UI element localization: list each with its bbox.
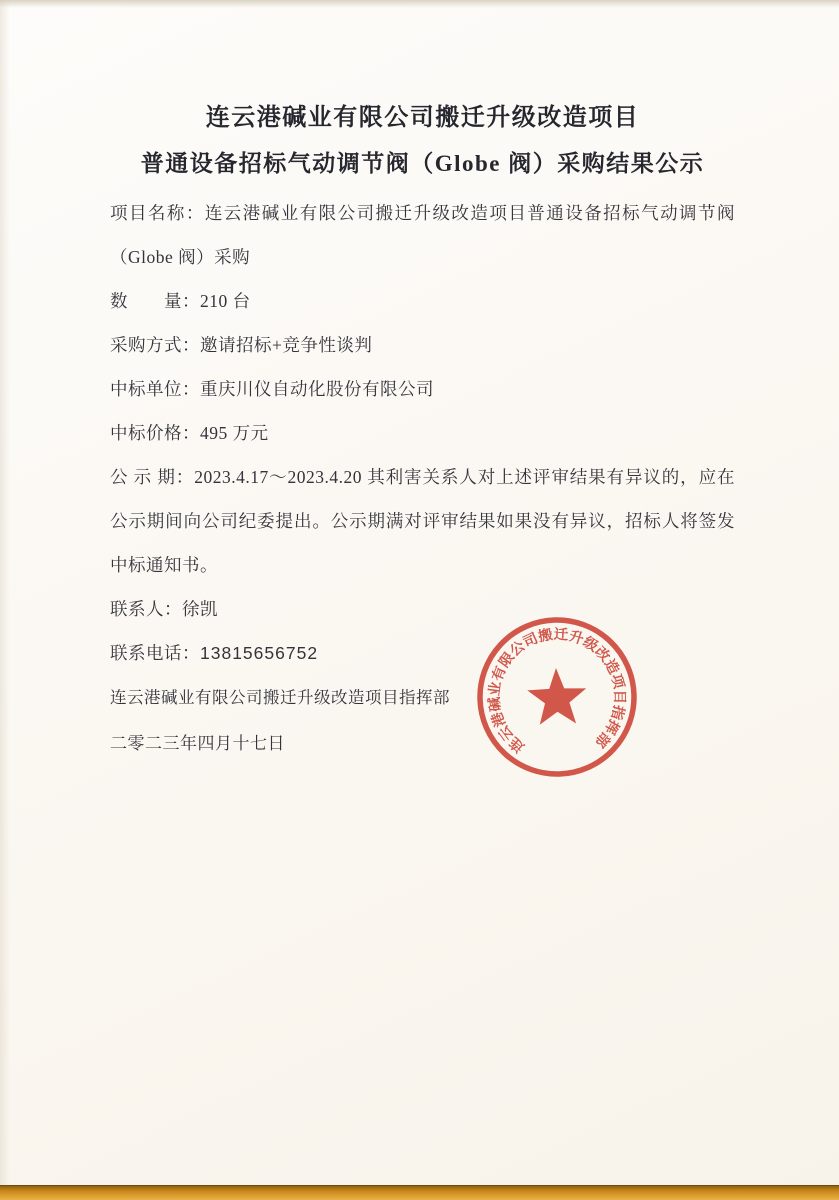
field-contact-label: 联系人： — [110, 599, 182, 619]
field-winner-value: 重庆川仪自动化股份有限公司 — [200, 379, 434, 399]
signature-organization: 连云港碱业有限公司搬迁升级改造项目指挥部 — [110, 688, 450, 707]
document-title-line1: 连云港碱业有限公司搬迁升级改造项目 — [205, 105, 640, 131]
field-phone-label: 联系电话： — [110, 643, 200, 663]
field-quantity-label: 数 量： — [110, 291, 200, 311]
field-publicity-period — [110, 455, 735, 587]
field-price — [110, 411, 735, 455]
field-winner-label: 中标单位： — [110, 379, 200, 399]
seal-text: 连云港碱业有限公司搬迁升级改造项目指挥部 — [487, 627, 627, 755]
field-contact-value: 徐凯 — [182, 599, 218, 619]
field-quantity-value: 210 台 — [200, 291, 251, 311]
field-contact — [110, 587, 735, 631]
field-method — [110, 323, 735, 367]
official-seal-stamp — [468, 608, 646, 786]
signature-date: 二零二三年四月十七日 — [110, 734, 285, 753]
red-star-icon — [527, 667, 588, 725]
field-winner — [110, 367, 735, 411]
field-method-label: 采购方式： — [110, 335, 200, 355]
field-project-name-value: 连云港碱业有限公司搬迁升级改造项目普通设备招标气动调节阀（Globe 阀）采购 — [110, 203, 735, 267]
document-title-line2: 普通设备招标气动调节阀（Globe 阀）采购结果公示 — [140, 151, 705, 176]
field-project-name-label: 项目名称： — [110, 203, 205, 223]
field-publicity-label: 公 示 期： — [110, 467, 195, 487]
field-method-value: 邀请招标+竞争性谈判 — [200, 335, 373, 355]
field-quantity — [110, 279, 735, 323]
field-publicity-value: 2023.4.17～2023.4.20 其利害关系人对上述评审结果有异议的，应在公示期间向公司纪委提出。公示期满对评审结果如果没有异议，招标人将签发中标通知书。 — [110, 467, 735, 575]
field-phone-value: 13815656752 — [200, 643, 319, 663]
scan-edge-bottom — [0, 1185, 839, 1200]
field-price-label: 中标价格： — [110, 423, 200, 443]
field-project-name — [110, 191, 735, 279]
field-price-value: 495 万元 — [200, 423, 269, 443]
